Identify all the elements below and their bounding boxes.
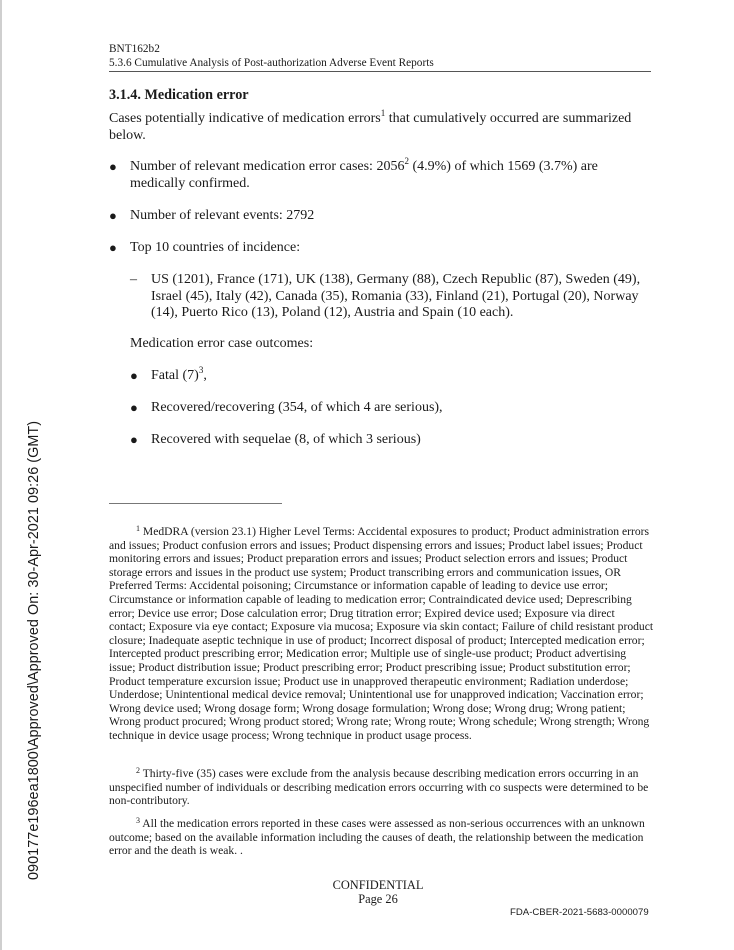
outcome-text: Fatal $(7)^3$, bbox=[151, 365, 207, 383]
footnote-3: $^3$ All the medication errors reported in these cases were assessed as non-serious occurrences with an unknown outcome; based on the available information including the causes of death, the relationship between the medication error and the death is weak. . bbox=[109, 816, 645, 858]
countries-text: US (1201), France (171), UK (138), Germany (88), Czech Republic (87), Sweden (49), Israel (45), Italy (42), Canada (35), Romania (33), Finland (21), Portugal (20), Norway (14), Puerto Rico (13), Poland (12), Austria and Spain (10 each). bbox=[151, 272, 641, 320]
page-edge bbox=[0, 0, 2, 950]
intro-paragraph bbox=[109, 108, 654, 144]
intro-text: Cases potentially indicative of medication errors bbox=[109, 111, 381, 126]
footnote-2: $^2$ Thirty-five (35) cases were exclude from the analysis because describing medication errors occurring in an unspecified number of individuals or describing medication errors occurring with co suspects were determined to be non-contributory. bbox=[109, 766, 649, 808]
page-header bbox=[109, 42, 651, 70]
bullet-icon: ● bbox=[109, 240, 117, 255]
footnote-marker: 1 bbox=[136, 524, 140, 533]
header-section: 5.3.6 Cumulative Analysis of Post-authorization Adverse Event Reports bbox=[109, 57, 434, 69]
bullet-text: Number of relevant medication error cases: 2056$^2$ (4.9%) of which 1569 (3.7%) are medically confirmed. bbox=[130, 156, 598, 191]
footnote-ref-1[interactable]: 1 bbox=[380, 108, 386, 118]
footnote-marker: 2 bbox=[136, 766, 140, 775]
page-number: Page 26 bbox=[358, 891, 398, 906]
dash-icon: – bbox=[130, 272, 137, 287]
outcome-text: Recovered with sequelae (8, of which 3 serious) bbox=[151, 432, 421, 447]
bullet-icon: ● bbox=[130, 400, 138, 415]
bullet-icon: ● bbox=[130, 368, 138, 383]
bullet-text: Top 10 countries of incidence: bbox=[130, 240, 301, 255]
footnote-ref-3[interactable]: 3 bbox=[198, 365, 204, 375]
intro-text-end: that cumulatively occurred are summarized below. bbox=[109, 111, 632, 143]
bullet-icon: ● bbox=[130, 432, 138, 447]
footnote-divider bbox=[109, 503, 282, 504]
header-divider bbox=[109, 71, 651, 72]
footnote-1: $^1$ MedDRA (version 23.1) Higher Level Terms: Accidental exposures to product; Product administration errors and issues; Product confusion errors and issues; Product dispensing errors and issues; Product label issues; Product monitoring errors and issues; Product preparation errors and issues; Product selection errors and issues; Product storage errors and issues in the product use system; Product transcribing errors and communication issues, OR Preferred Terms: Accidental poisoning; Circumstance or information capable of leading to device use error; Circumstance or information capable of leading to medication error; Contraindicated device used; Deprescribing error; Device use error; Dose calculation error; Drug titration error; Expired device used; Exposure via direct contact; Exposure via eye contact; Exposure via mucosa; Exposure via skin contact; Failure of child resistant product closure; Inadequate aseptic technique in use of product; Incorrect disposal of product; Intercepted medication error; Intercepted product prescribing error; Medication error; Multiple use of single-use product; Product advertising issue; Product distribution issue; Product prescribing error; Product prescribing issue; Product substitution error; Product temperature excursion issue; Product use in unapproved therapeutic environment; Radiation underdose; Underdose; Unintentional medical device removal; Unintentional use for unapproved indication; Vaccination error; Wrong device used; Wrong dosage form; Wrong dosage formulation; Wrong dose; Wrong drug; Wrong patient; Wrong product procured; Wrong product stored; Wrong rate; Wrong route; Wrong schedule; Wrong strength; Wrong technique in device usage process; Wrong technique in product usage process. bbox=[109, 524, 654, 742]
footnote-ref-2[interactable]: 2 bbox=[404, 156, 409, 166]
document-id: FDA-CBER-2021-5683-0000079 bbox=[510, 907, 649, 918]
page-footer bbox=[300, 879, 456, 906]
outcome-text: Recovered/recovering (354, of which 4 are serious), bbox=[151, 400, 443, 415]
bullet-icon: ● bbox=[109, 159, 117, 174]
footnote-marker: 3 bbox=[136, 816, 140, 825]
outcomes-label: Medication error case outcomes: bbox=[130, 336, 314, 351]
confidential-label: CONFIDENTIAL bbox=[332, 878, 424, 892]
header-product: BNT162b2 bbox=[109, 43, 160, 55]
approval-stamp: 090177e196ea1800\Approved\Approved On: 30-Apr-2021 09:26 (GMT) bbox=[26, 420, 42, 880]
bullet-icon: ● bbox=[109, 208, 117, 223]
bullet-text: Number of relevant events: 2792 bbox=[130, 208, 315, 223]
section-title: 3.1.4. Medication error bbox=[109, 87, 249, 103]
